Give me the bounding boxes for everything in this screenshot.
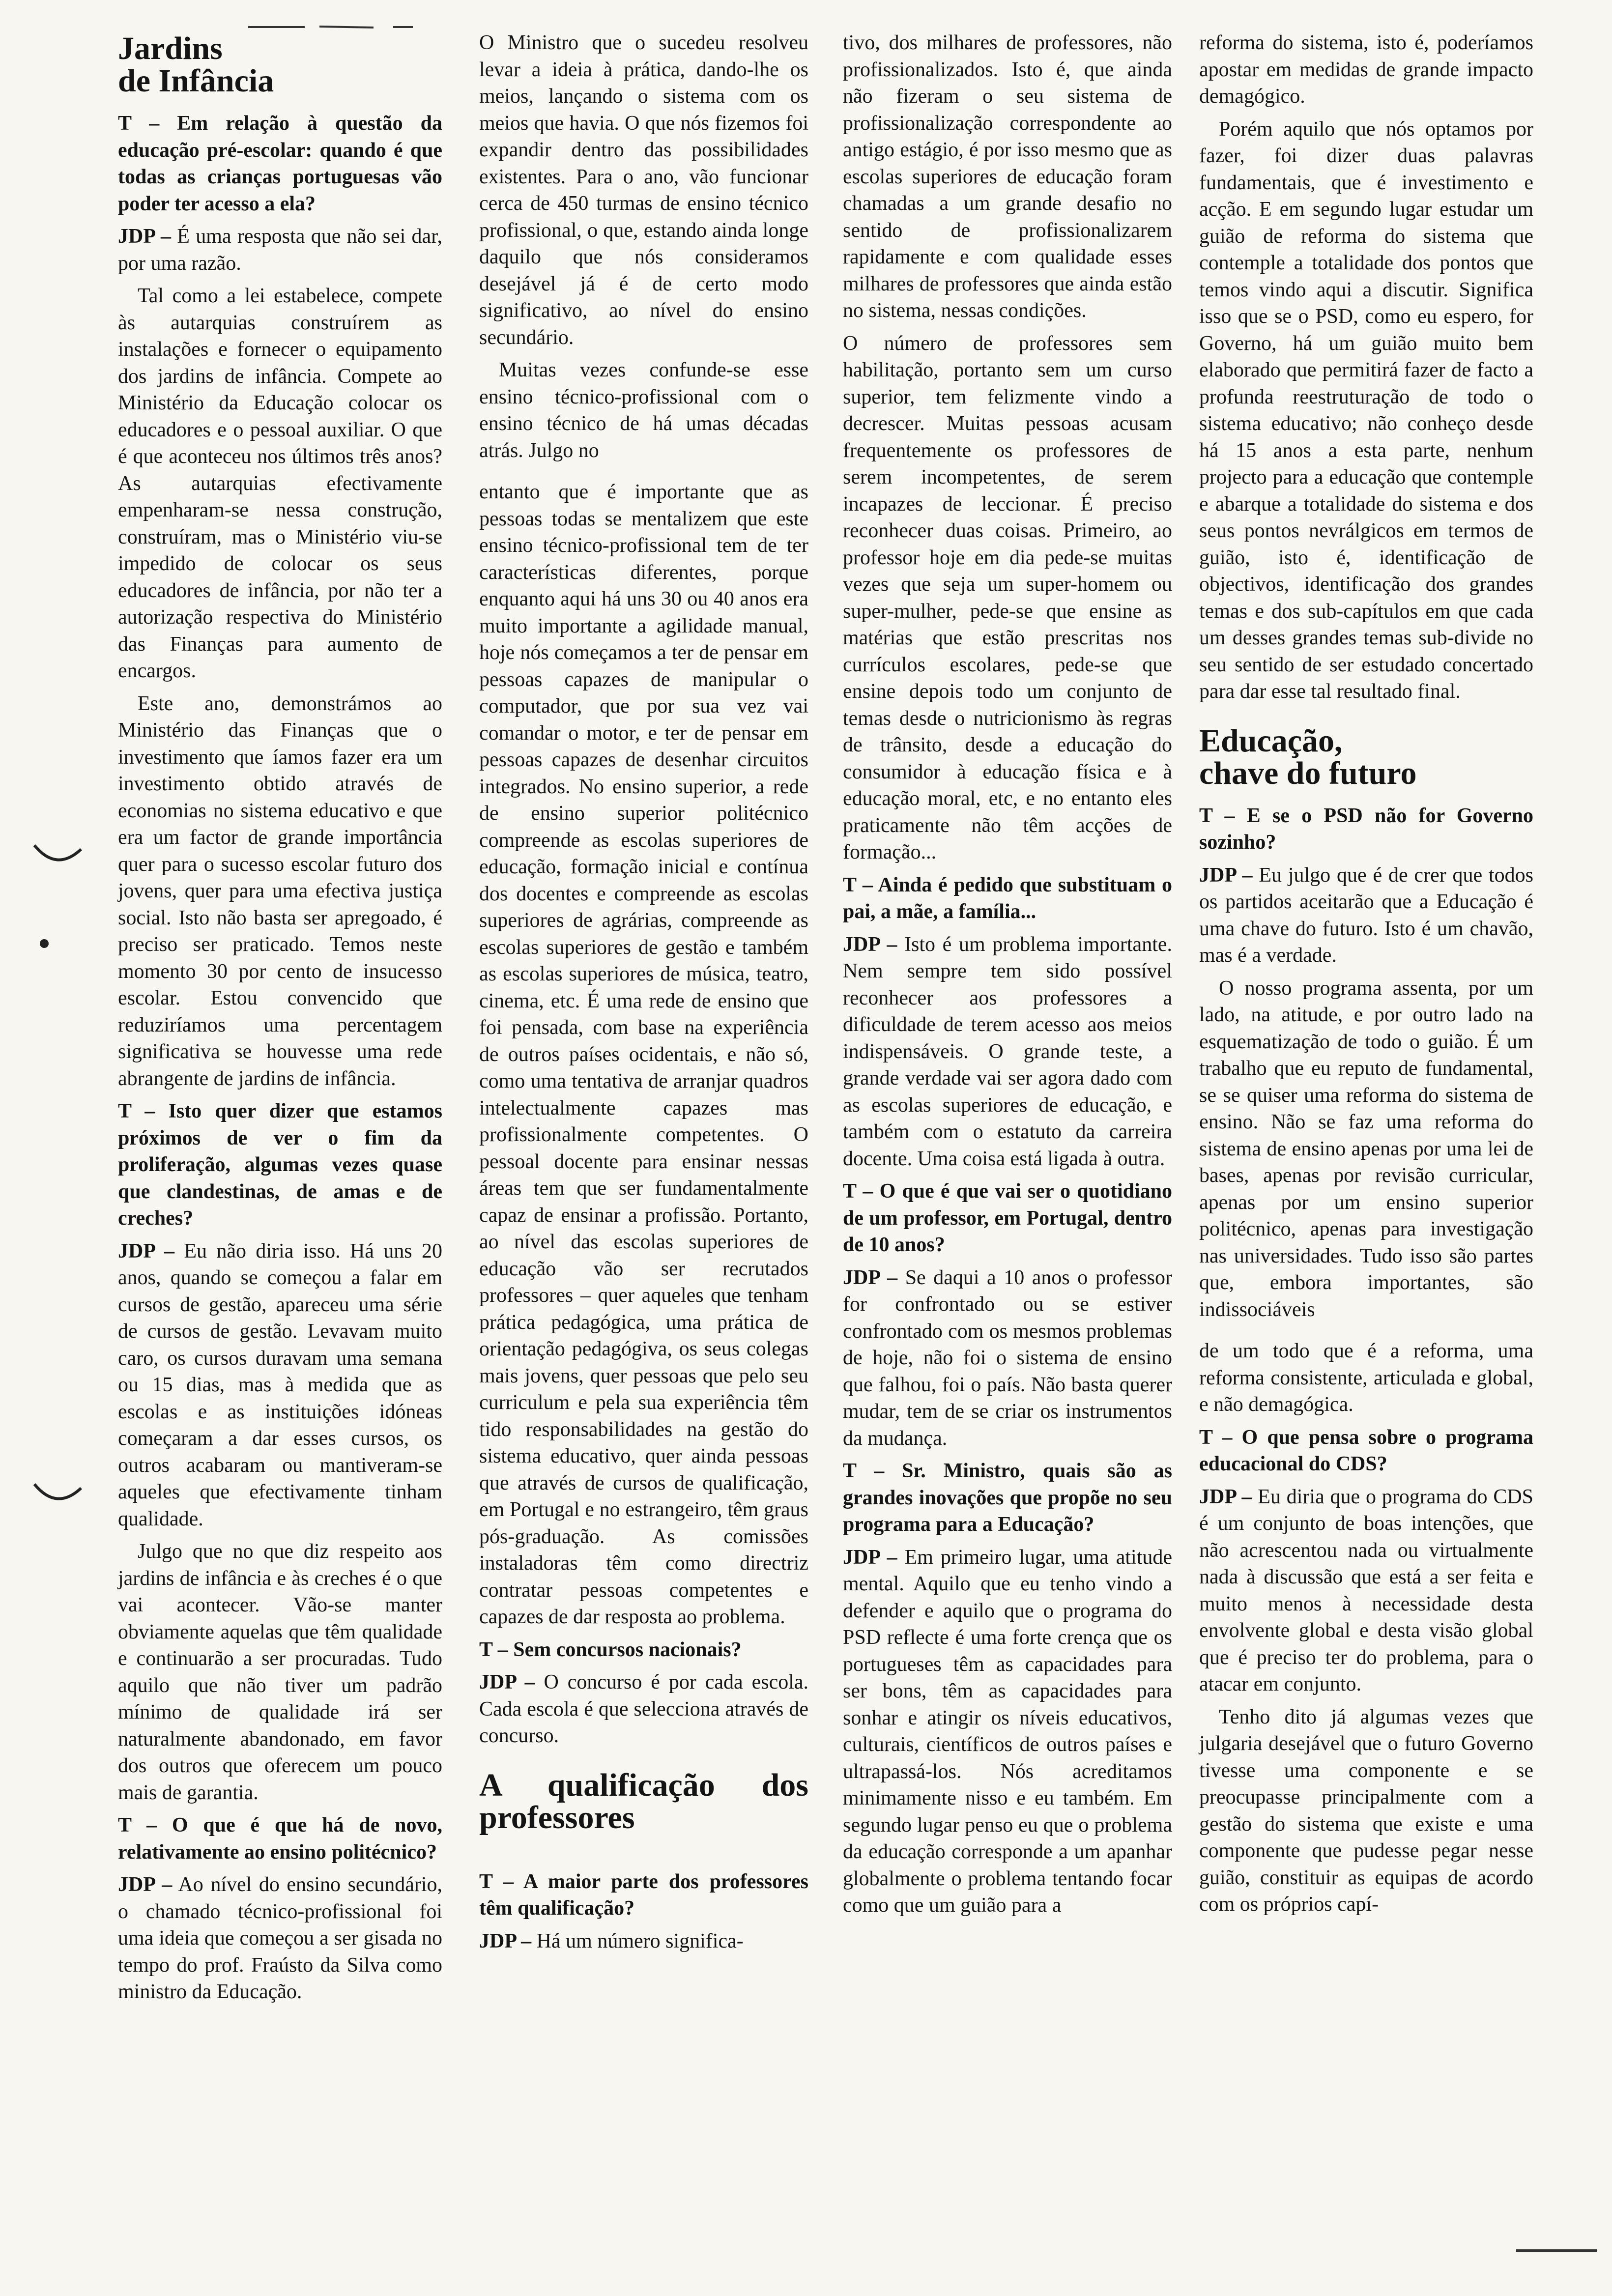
paragraph: tivo, dos milhares de professores, não profissionalizados. Isto é, que ainda não fizeram o seu sistema de profissionalização correspondente ao antigo estágio, é por isso mesmo que as escolas superiores de educação foram chamadas a um grande desafio no sentido de profissionalizarem rapidamente e com qualidade esses milhares de professores que ainda estão no sistema, nessas condições. <box>843 31 1172 322</box>
question: T – Isto quer dizer que estamos próximos de ver o fim da proliferação, algumas vezes quase que clandestinas, de amas e de creches? <box>118 1100 443 1230</box>
answer: JDP – O concurso é por cada escola. Cada escola é que selecciona através de concurso. <box>479 1671 809 1747</box>
paragraph: O Ministro que o sucedeu resolveu levar a ideia à prática, dando-lhe os meios, lançando o sistema com os meios que havia. O que nós fizemos foi expandir dentro das possibilidades existentes. Para o ano, vão funcionar cerca de 450 turmas de ensino técnico profissional, o que, estando ainda longe daquilo que nós consideramos desejável já é de certo modo significativo, ao nível do ensino secundário. <box>479 31 808 349</box>
paragraph: Tenho dito já algumas vezes que julgaria desejável que o futuro Governo tivesse uma componente e se preocupasse principalmente com a gestão do sistema que existe e uma componente que pudesse pegar nesse guião, constituir as equipas de acordo com os próprios capí- <box>1199 1705 1533 1916</box>
answer: JDP – Em primeiro lugar, uma atitude mental. Aquilo que eu tenho vindo a defender e aquilo que o programa do PSD reflecte é uma forte crença que os portugueses têm as capacidades para ser bons, têm as capacidades para sonhar e atingir os níveis educativos, culturais, científicos de outros países e ultrapassá-los. Nós acreditamos minimamente nisso e eu também. Em segundo lugar penso eu que o problema da educação corresponde a um apanhar globalmente o problema tentando focar como que um guião para a <box>843 1546 1173 1917</box>
margin-dot-mark <box>34 934 54 953</box>
section-title-qualificacao: A qualificação dos professores <box>479 1767 808 1836</box>
paragraph: reforma do sistema, isto é, poderíamos apostar em medidas de grande impacto demagógico. <box>1199 31 1533 108</box>
answer: JDP – Eu diria que o programa do CDS é um conjunto de boas intenções, que não acrescentou nada ou virtualmente nada à discussão que está a ser feita e muito menos à necessidade desta envolvente global e desta visão global que é preciso ter do problema, para o atacar em conjunto. <box>1199 1485 1534 1695</box>
margin-curve-mark <box>29 1474 88 1519</box>
question: T – Em relação à questão da educação pré-escolar: quando é que todas as crianças portuguesas vão poder ter acesso a ela? <box>118 112 442 215</box>
answer: JDP – Eu julgo que é de crer que todos os partidos aceitarão que a Educação é uma chave do futuro. Isto é um chavão, mas é a verdade. <box>1199 863 1534 967</box>
question: T – A maior parte dos professores têm qualificação? <box>479 1870 808 1920</box>
paragraph: Este ano, demonstrámos ao Ministério das Finanças que o investimento que íamos fazer era um investimento obtido através de economias no sistema educativo e que era um factor de grande importância quer para o sucesso escolar futuro dos jovens, quer para uma efectiva justiça social. Isto não basta ser apregoado, é preciso ser praticado. Temos neste momento 30 por cento de insucesso escolar. Estou convencido que reduziríamos uma percentagem significativa se houvesse uma rede abrangente de jardins de infância. <box>118 692 442 1090</box>
question: T – Ainda é pedido que substituam o pai, a mãe, a família... <box>843 873 1173 923</box>
margin-curve-mark <box>29 835 88 880</box>
question: T – O que é que há de novo, relativamente ao ensino politécnico? <box>118 1814 442 1864</box>
top-edge-mark <box>246 20 423 34</box>
paragraph: de um todo que é a reforma, uma reforma consistente, articulada e global, e não demagógica. <box>1199 1340 1533 1416</box>
paragraph: Muitas vezes confunde-se esse ensino técnico-profissional com o ensino técnico de há umas décadas atrás. Julgo no <box>479 359 808 462</box>
answer: JDP – Ao nível do ensino secundário, o chamado técnico-profissional foi uma ideia que começou a ser gisada no tempo do prof. Fraústo da Silva como ministro da Educação. <box>118 1873 443 2003</box>
column-3 <box>843 29 1172 1925</box>
answer: JDP – É uma resposta que não sei dar, por uma razão. <box>118 225 443 275</box>
section-title-jardins: Jardins de Infância <box>118 30 274 99</box>
paragraph: O nosso programa assenta, por um lado, na atitude, e por outro lado na esquematização de todo o guião. É um trabalho que eu reputo de fundamental, se se quiser uma reforma do sistema de ensino. Não se faz uma reforma do sistema de ensino apenas por uma lei de bases, apenas por revisão curricular, apenas por um ensino superior politécnico, apenas para investigação nas universidades. Tudo isso são partes que, embora importantes, são indissociáveis <box>1199 976 1533 1321</box>
column-1 <box>118 29 442 2011</box>
paragraph: Porém aquilo que nós optamos por fazer, foi dizer duas palavras fundamentais, que é investimento e acção. E em segundo lugar estudar um guião de reforma do sistema que contemple a totalidade dos pontos que temos vindo aqui a discutir. Significa isso que se o PSD, como eu espero, for Governo, há um guião muito bem elaborado que permitirá fazer de facto a profunda reestruturação de todo o sistema educativo; não conheço desde há 15 anos a esta parte, nenhum projecto para a educação que contemple e abarque a totalidade do sistema e dos seus pontos nevrálgicos em termos de guião, isto é, identificação de objectivos, identificação dos grandes temas e dos sub-capítulos em que cada um desses grandes temas sub-divide no seu sentido de ser estudado concertado para dar esse tal resultado final. <box>1199 117 1533 703</box>
bottom-edge-mark <box>1514 2241 1602 2261</box>
answer: JDP – Isto é um problema importante. Nem sempre tem sido possível reconhecer aos professores a dificuldade de terem acesso aos meios indispensáveis. O grande teste, a grande verdade vai ser agora dado com as escolas superiores de educação, e também com o estatuto da carreira docente. Uma coisa está ligada à outra. <box>843 933 1172 1170</box>
paragraph: Julgo que no que diz respeito aos jardins de infância e às creches é o que vai acontecer. Vão-se manter obviamente aquelas que têm qualidade e continuarão a ser procuradas. Tudo aquilo que não tiver um padrão mínimo de qualidade irá ser naturalmente abandonado, em favor dos outros que oferecem um pouco mais de garantia. <box>118 1540 442 1804</box>
question: T – O que pensa sobre o programa educacional do CDS? <box>1199 1426 1534 1475</box>
answer: JDP – Há um número significa- <box>479 1929 744 1952</box>
question: T – O que é que vai ser o quotidiano de um professor, em Portugal, dentro de 10 anos? <box>843 1180 1172 1256</box>
section-title-educacao: Educação, chave do futuro <box>1199 722 1417 791</box>
question: T – Sem concursos nacionais? <box>479 1638 742 1661</box>
question: T – E se o PSD não for Governo sozinho? <box>1199 804 1533 854</box>
paragraph: O número de professores sem habilitação, portanto sem um curso superior, tem felizmente vindo a decrescer. Muitas pessoas acusam frequentemente os professores de serem incompetentes, de serem incapazes de leccionar. É preciso reconhecer duas coisas. Primeiro, ao professor hoje em dia pede-se muitas vezes que seja um super-homem ou super-mulher, pede-se que ensine as matérias que estão prescritas nos currículos escolares, pede-se que ensine depois todo um conjunto de temas desde o nutricionismo às regras de trânsito, desde a educação do consumidor à educação física e à educação moral, etc, e no entanto eles praticamente não têm acções de formação... <box>843 332 1172 863</box>
column-4 <box>1199 29 1533 1924</box>
question: T – Sr. Ministro, quais são as grandes inovações que propõe no seu programa para a Educação? <box>843 1460 1172 1536</box>
paragraph: Tal como a lei estabelece, compete às autarquias construírem as instalações e fornecer o equipamento dos jardins de infância. Compete ao Ministério da Educação colocar os educadores e o pessoal auxiliar. O que é que aconteceu nos últimos três anos? As autarquias efectivamente empenharam-se nessa construção, construíram, mas o Ministério viu-se impedido de colocar os seus educadores de infância, por não ter a autorização respectiva do Ministério das Finanças para aumento de encargos. <box>118 285 442 682</box>
answer: JDP – Eu não diria isso. Há uns 20 anos, quando se começou a falar em cursos de gestão, apareceu uma série de cursos de gestão. Levavam muito caro, os cursos duravam uma semana ou 15 dias, mas à medida que as escolas e as instituições idóneas começaram a dar esses cursos, os outros acabaram ou mantiveram-se aqueles que efectivamente tinham qualidade. <box>118 1239 442 1530</box>
answer: JDP – Se daqui a 10 anos o professor for confrontado ou se estiver confrontado com os mesmos problemas de hoje, não foi o sistema de ensino que falhou, foi o país. Não basta querer mudar, tem de se criar os instrumentos da mudança. <box>843 1266 1173 1450</box>
column-2 <box>479 29 808 1960</box>
paragraph: entanto que é importante que as pessoas todas se mentalizem que este ensino técnico-profissional tem de ter características diferentes, porque enquanto aqui há uns 30 ou 40 anos era muito importante a agilidade manual, hoje nós começamos a ter de pensar em pessoas capazes de manipular o computador, que por sua vez vai comandar o motor, e ter de pensar em pessoas capazes de desenhar circuitos integrados. No ensino superior, a rede de ensino superior politécnico compreende as escolas superiores de educação, formação inicial e contínua dos docentes e compreende as escolas superiores de agrárias, compreende as escolas superiores de gestão e também as escolas superiores de música, teatro, cinema, etc. É uma rede de ensino que foi pensada, com base na experiência de outros países ocidentais, e não só, como uma tentativa de arranjar quadros intelectualmente capazes mas profissionalmente competentes. O pessoal docente para ensinar nessas áreas tem que ser fundamentalmente capaz de ensinar a profissão. Portanto, ao nível das escolas superiores de educação vão ser recrutados professores – quer aqueles que tenham prática pedagógica, uma prática de orientação pedagógiva, os seus colegas mais jovens, quer pessoas que pelo seu curriculum e pela sua experiência têm tido responsabilidades na gestão do sistema educativo, quer ainda pessoas que através de cursos de qualificação, em Portugal e no estrangeiro, têm graus pós-graduação. As comissões instaladoras têm como directriz contratar pessoas competentes e capazes de dar resposta ao problema. <box>479 481 808 1628</box>
